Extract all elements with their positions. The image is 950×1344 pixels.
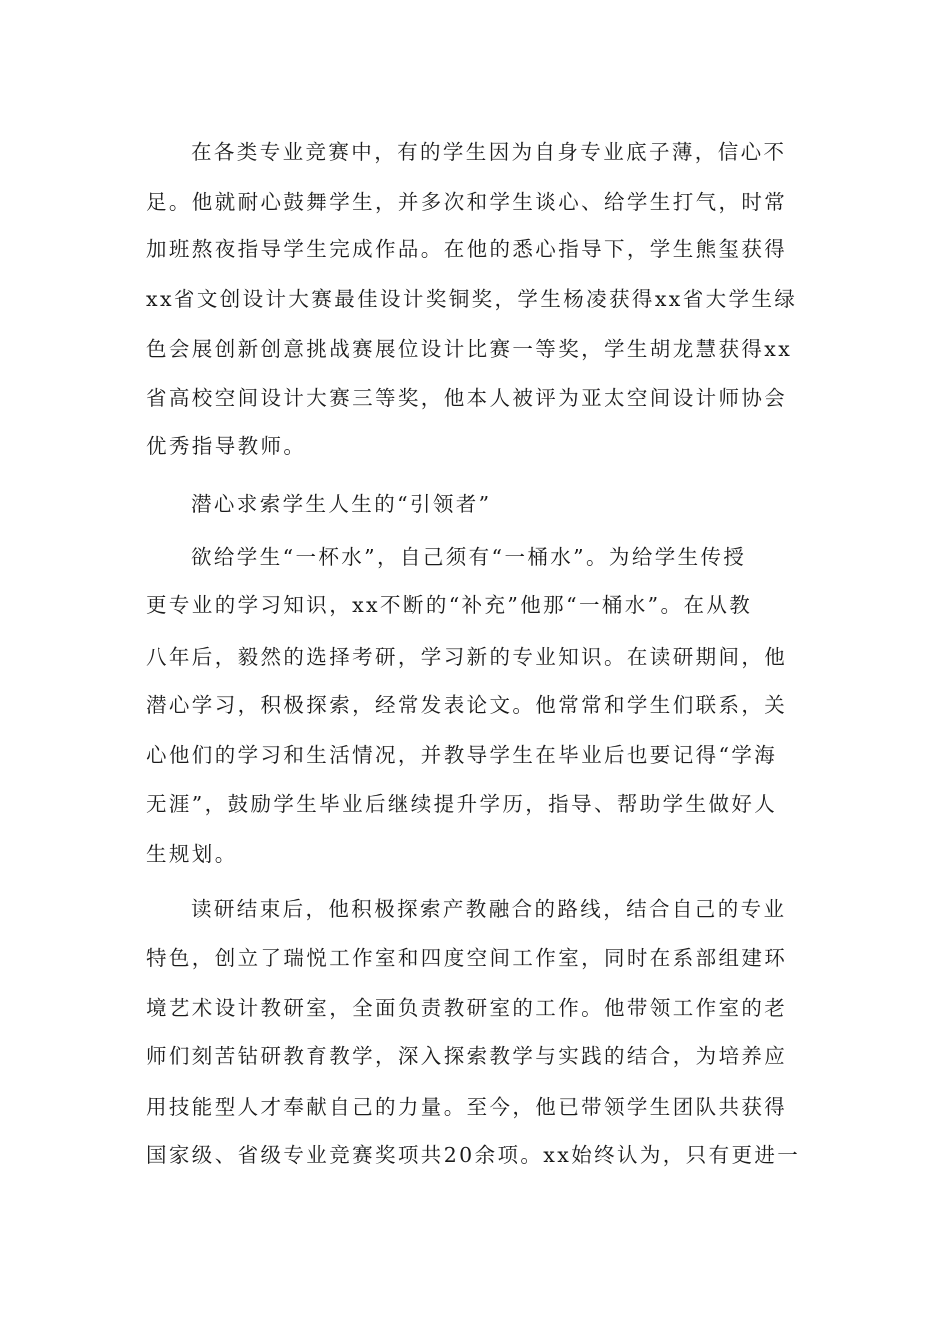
paragraph-2-line-5: 心他们的学习和生活情况，并教导学生在毕业后也要记得“学海 (146, 743, 778, 767)
section-heading: 潜心求索学生人生的“引领者” (191, 492, 492, 516)
paragraph-2-line-7: 生规划。 (146, 842, 238, 866)
paragraph-3-line-5: 用技能型人才奉献自己的力量。至今，他已带领学生团队共获得 (146, 1095, 788, 1119)
paragraph-1-line-7: 优秀指导教师。 (146, 434, 307, 458)
paragraph-3-line-6: 国家级、省级专业竞赛奖项共20余项。xx始终认为，只有更进一 (146, 1143, 801, 1167)
paragraph-1-line-2: 足。他就耐心鼓舞学生，并多次和学生谈心、给学生打气，时常 (146, 190, 788, 214)
paragraph-2-line-6: 无涯”，鼓励学生毕业后继续提升学历，指导、帮助学生做好人 (146, 792, 778, 816)
paragraph-1-line-5: 色会展创新创意挑战赛展位设计比赛一等奖，学生胡龙慧获得xx (146, 337, 793, 361)
paragraph-1-line-1: 在各类专业竞赛中，有的学生因为自身专业底子薄，信心不 (191, 140, 787, 164)
paragraph-2-line-2: 更专业的学习知识，xx不断的“补充”他那“一桶水”。在从教 (146, 593, 753, 617)
paragraph-2-line-3: 八年后，毅然的选择考研，学习新的专业知识。在读研期间，他 (146, 645, 788, 669)
paragraph-3-line-2: 特色，创立了瑞悦工作室和四度空间工作室，同时在系部组建环 (146, 946, 788, 970)
paragraph-3-line-4: 师们刻苦钻研教育教学，深入探索教学与实践的结合，为培养应 (146, 1044, 788, 1068)
paragraph-1-line-4: xx省文创设计大赛最佳设计奖铜奖，学生杨凌获得xx省大学生绿 (146, 287, 798, 311)
paragraph-3-line-1: 读研结束后，他积极探索产教融合的路线，结合自己的专业 (191, 897, 787, 921)
paragraph-1-line-3: 加班熬夜指导学生完成作品。在他的悉心指导下，学生熊玺获得 (146, 237, 788, 261)
paragraph-2-line-1: 欲给学生“一杯水”，自己须有“一桶水”。为给学生传授 (191, 545, 747, 569)
paragraph-3-line-3: 境艺术设计教研室，全面负责教研室的工作。他带领工作室的老 (146, 996, 788, 1020)
paragraph-2-line-4: 潜心学习，积极探索，经常发表论文。他常常和学生们联系，关 (146, 693, 788, 717)
paragraph-1-line-6: 省高校空间设计大赛三等奖，他本人被评为亚太空间设计师协会 (146, 386, 788, 410)
